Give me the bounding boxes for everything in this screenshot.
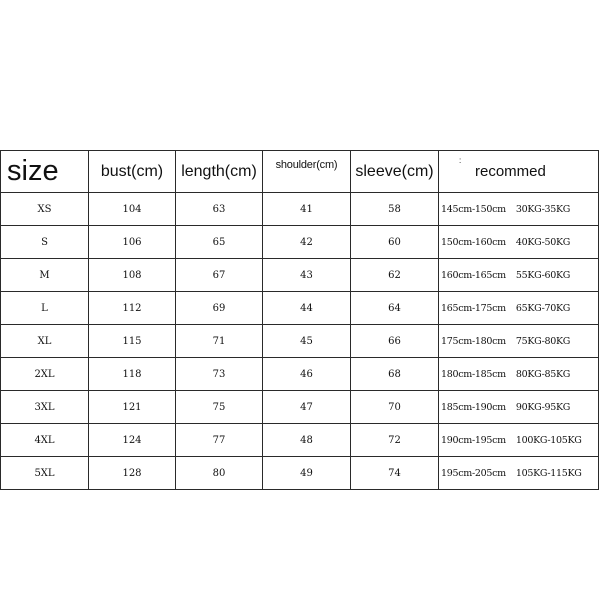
- recommend-weight: 105KG-115KG: [515, 467, 582, 479]
- cell-recommend: [439, 226, 599, 259]
- recommend-weight: 30KG-35KG: [515, 203, 571, 215]
- cell-recommend: [439, 259, 599, 292]
- cell-recommend: [439, 325, 599, 358]
- table-row: [1, 424, 599, 457]
- table-row: [1, 457, 599, 490]
- cell-bust: 112: [89, 292, 176, 325]
- cell-size: M: [1, 259, 89, 292]
- cell-sleeve: 66: [351, 325, 439, 358]
- recommend-weight: 90KG-95KG: [515, 401, 571, 413]
- recommend-height: 145cm-150cm: [441, 203, 506, 215]
- cell-size: L: [1, 292, 89, 325]
- table-row: [1, 325, 599, 358]
- cell-shoulder: 44: [263, 292, 351, 325]
- table-row: [1, 391, 599, 424]
- recommend-weight: 65KG-70KG: [515, 302, 571, 314]
- cell-sleeve: 58: [351, 193, 439, 226]
- cell-length: 75: [176, 391, 263, 424]
- recommend-height: 195cm-205cm: [441, 467, 506, 479]
- table-row: [1, 292, 599, 325]
- recommend-weight: 40KG-50KG: [515, 236, 571, 248]
- table-row: [1, 226, 599, 259]
- table-row: [1, 259, 599, 292]
- size-rows: [1, 193, 599, 490]
- cell-recommend: [439, 193, 599, 226]
- cell-bust: 115: [89, 325, 176, 358]
- cell-sleeve: 70: [351, 391, 439, 424]
- recommend-height: 175cm-180cm: [441, 335, 506, 347]
- cell-length: 65: [176, 226, 263, 259]
- cell-size: S: [1, 226, 89, 259]
- recommend-weight: 75KG-80KG: [515, 335, 571, 347]
- table-row: [1, 358, 599, 391]
- cell-size: 2XL: [1, 358, 89, 391]
- cell-size: XL: [1, 325, 89, 358]
- cell-sleeve: 62: [351, 259, 439, 292]
- cell-bust: 108: [89, 259, 176, 292]
- cell-bust: 124: [89, 424, 176, 457]
- header-recommed-mark: :: [459, 156, 462, 165]
- cell-sleeve: 60: [351, 226, 439, 259]
- cell-bust: 106: [89, 226, 176, 259]
- cell-length: 67: [176, 259, 263, 292]
- recommend-height: 180cm-185cm: [441, 368, 506, 380]
- cell-sleeve: 72: [351, 424, 439, 457]
- cell-length: 80: [176, 457, 263, 490]
- cell-sleeve: 64: [351, 292, 439, 325]
- cell-recommend: [439, 292, 599, 325]
- header-row: [1, 151, 599, 193]
- cell-length: 63: [176, 193, 263, 226]
- cell-length: 73: [176, 358, 263, 391]
- recommend-height: 190cm-195cm: [441, 434, 506, 446]
- cell-recommend: [439, 424, 599, 457]
- header-recommed-label: recommed: [475, 163, 546, 180]
- recommend-height: 165cm-175cm: [441, 302, 506, 314]
- header-length: length(cm): [176, 151, 263, 193]
- recommend-weight: 100KG-105KG: [515, 434, 582, 446]
- cell-shoulder: 41: [263, 193, 351, 226]
- table-row: [1, 193, 599, 226]
- header-sleeve: sleeve(cm): [351, 151, 439, 193]
- size-chart-table: [0, 150, 599, 490]
- cell-bust: 128: [89, 457, 176, 490]
- cell-recommend: [439, 457, 599, 490]
- recommend-height: 185cm-190cm: [441, 401, 506, 413]
- recommend-weight: 80KG-85KG: [515, 368, 571, 380]
- header-shoulder: shoulder(cm): [263, 151, 351, 193]
- cell-sleeve: 74: [351, 457, 439, 490]
- cell-shoulder: 42: [263, 226, 351, 259]
- cell-shoulder: 46: [263, 358, 351, 391]
- cell-bust: 121: [89, 391, 176, 424]
- cell-recommend: [439, 391, 599, 424]
- cell-bust: 118: [89, 358, 176, 391]
- cell-length: 69: [176, 292, 263, 325]
- cell-size: XS: [1, 193, 89, 226]
- cell-shoulder: 47: [263, 391, 351, 424]
- cell-shoulder: 45: [263, 325, 351, 358]
- header-recommed: [439, 151, 599, 193]
- recommend-height: 150cm-160cm: [441, 236, 506, 248]
- cell-recommend: [439, 358, 599, 391]
- cell-size: 3XL: [1, 391, 89, 424]
- cell-bust: 104: [89, 193, 176, 226]
- recommend-weight: 55KG-60KG: [515, 269, 571, 281]
- header-size: size: [1, 151, 89, 193]
- cell-sleeve: 68: [351, 358, 439, 391]
- cell-shoulder: 43: [263, 259, 351, 292]
- recommend-height: 160cm-165cm: [441, 269, 506, 281]
- header-bust: bust(cm): [89, 151, 176, 193]
- cell-length: 71: [176, 325, 263, 358]
- cell-size: 4XL: [1, 424, 89, 457]
- cell-length: 77: [176, 424, 263, 457]
- cell-shoulder: 49: [263, 457, 351, 490]
- cell-size: 5XL: [1, 457, 89, 490]
- cell-shoulder: 48: [263, 424, 351, 457]
